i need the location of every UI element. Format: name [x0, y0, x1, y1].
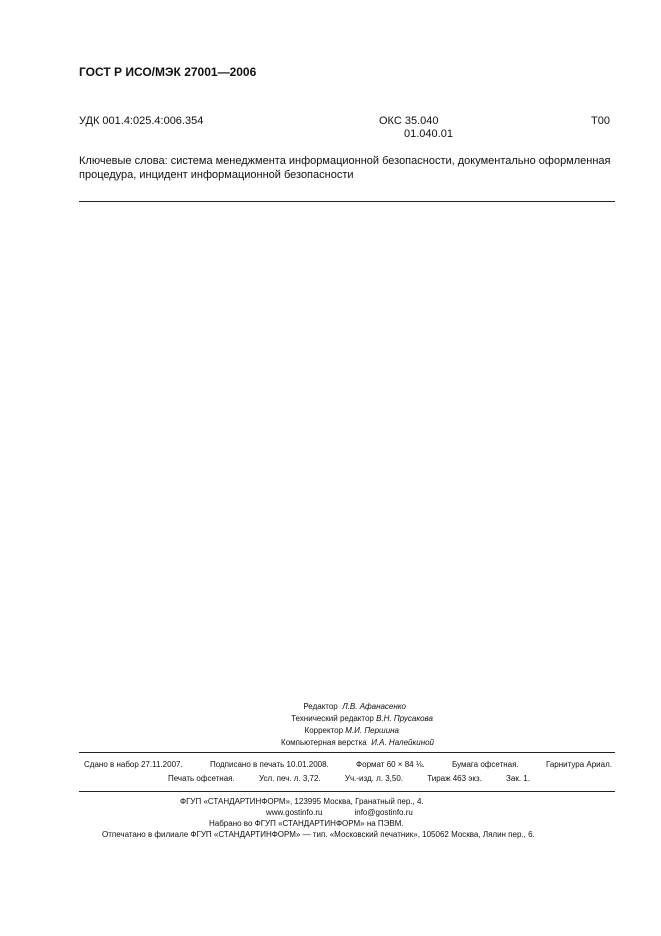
- publication-row-1: [84, 760, 612, 769]
- pub-order: Зак. 1.: [506, 774, 530, 783]
- staff-corrector-label: Корректор: [304, 726, 344, 735]
- staff-layout-label: Компьютерная верстка: [281, 738, 367, 747]
- pub-typeface: Гарнитура Ариал.: [545, 760, 612, 769]
- staff-layout: [281, 738, 434, 747]
- printing-note: Отпечатано в филиале ФГУП «СТАНДАРТИНФОРМ» — тип. «Московский печатник», 105062 Москва, Лялин пер., 6.: [102, 830, 535, 839]
- divider-top: [79, 201, 615, 202]
- pub-print-sheets: Усл. печ. л. 3,72.: [258, 774, 321, 783]
- staff-editor-name: Л.В. Афанасенко: [342, 702, 406, 711]
- pub-format: Формат 60 × 84 ⅛.: [356, 760, 425, 769]
- pub-circulation: Тираж 463 экз.: [427, 774, 482, 783]
- staff-tech-editor: [291, 714, 433, 723]
- staff-editor: [303, 702, 406, 711]
- staff-editor-label: Редактор: [303, 702, 338, 711]
- publication-row-2: [168, 774, 530, 783]
- pub-print-type: Печать офсетная.: [168, 774, 235, 783]
- staff-corrector: [305, 726, 399, 735]
- keywords-paragraph: Ключевые слова: система менеджмента информационной безопасности, документально оформленная процедура, инцидент информационной безопасности: [79, 155, 611, 181]
- divider-middle: [79, 752, 615, 753]
- pub-signed-date: Подписано в печать 10.01.2008.: [209, 760, 329, 769]
- pub-typeset-date: Сдано в набор 27.11.2007.: [84, 760, 183, 769]
- pub-pub-sheets: Уч.-изд. л. 3,50.: [344, 774, 403, 783]
- staff-layout-name: И.А. Налейкиной: [371, 738, 434, 747]
- staff-tech-label: Технический редактор: [291, 714, 374, 723]
- divider-bottom: [79, 791, 615, 792]
- publisher-website: www.gostinfo.ru: [266, 808, 323, 817]
- classification-code: Т00: [591, 115, 610, 127]
- pub-paper: Бумага офсетная.: [452, 760, 519, 769]
- staff-tech-name: В.Н. Прусакова: [376, 714, 433, 723]
- oks-code: ОКС 35.040: [379, 115, 439, 127]
- document-code: ГОСТ Р ИСО/МЭК 27001—2006: [79, 65, 257, 79]
- staff-corrector-name: М.И. Першина: [345, 726, 399, 735]
- oks-code-secondary: 01.040.01: [404, 128, 453, 140]
- typeset-note: Набрано во ФГУП «СТАНДАРТИНФОРМ» на ПЭВМ.: [209, 819, 404, 828]
- publisher-email: info@gostinfo.ru: [354, 808, 413, 817]
- publisher-address: ФГУП «СТАНДАРТИНФОРМ», 123995 Москва, Гранатный пер., 4.: [180, 797, 424, 806]
- udk-code: УДК 001.4:025.4:006.354: [79, 115, 204, 127]
- publisher-contacts: [266, 808, 413, 817]
